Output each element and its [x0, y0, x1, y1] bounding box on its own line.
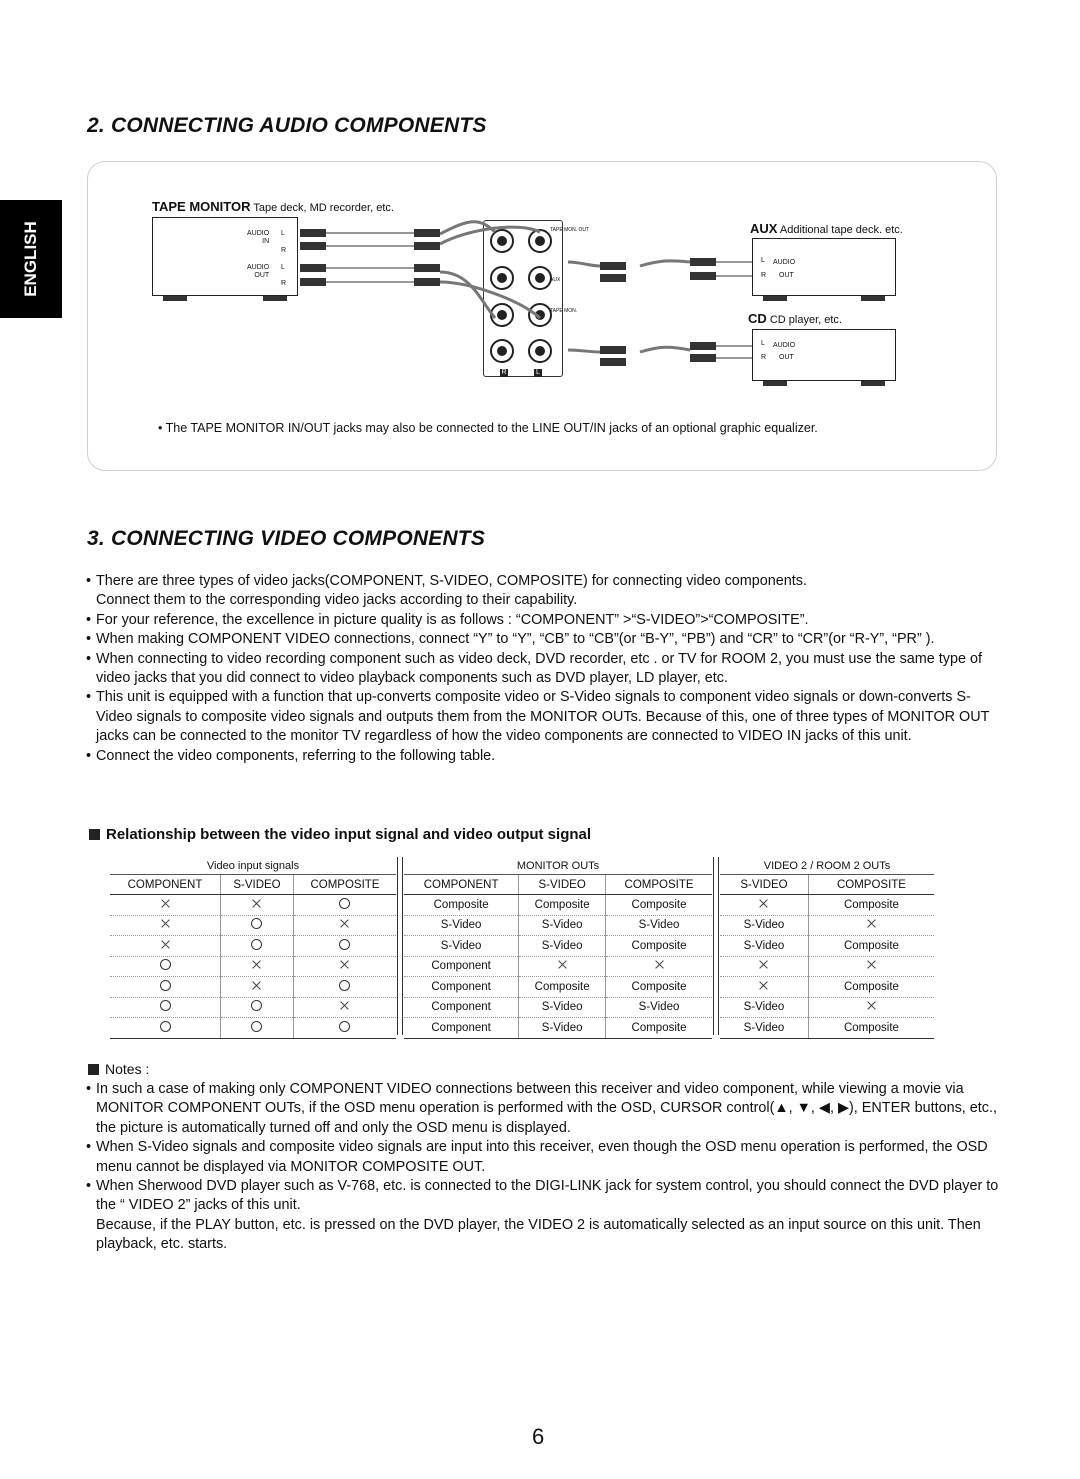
monitor-cell: Composite: [519, 895, 606, 916]
plug-16: [690, 354, 716, 362]
room-cell: [720, 956, 808, 977]
cross-mark-icon: [340, 1001, 349, 1010]
cable-tape-out-l: [440, 272, 495, 318]
table-row: [720, 936, 934, 957]
monitor-cell: Composite: [606, 895, 712, 916]
cross-mark-icon: [340, 919, 349, 928]
room-cell: Composite: [808, 936, 934, 957]
relationship-heading: Relationship between the video input signal and video output signal: [89, 826, 591, 843]
plug-11: [690, 258, 716, 266]
aux-label: AUX: [750, 221, 778, 236]
cross-mark-icon: [252, 981, 261, 990]
video-bullet-list: [86, 572, 1001, 766]
circle-mark-icon: [251, 1021, 262, 1032]
circle-mark-icon: [339, 898, 350, 909]
tape-monitor-label: TAPE MONITOR: [152, 199, 251, 214]
video-bullet: • When connecting to video recording component such as video deck, DVD recorder, etc . or TV for ROOM 2, you must use the same type of video jacks that you did connect to video playback components such as DVD player, LD player, etc.: [86, 650, 1001, 689]
table-row: [720, 895, 934, 916]
plug-1: [300, 229, 326, 237]
cross-mark-icon: [161, 940, 170, 949]
cross-mark-icon: [252, 899, 261, 908]
monitor-cell: S-Video: [519, 936, 606, 957]
table-row: [720, 1018, 934, 1039]
group-header-input: Video input signals: [110, 857, 396, 875]
panel-l-marker: L: [534, 369, 542, 377]
plug-15: [690, 342, 716, 350]
room-cell: S-Video: [720, 915, 808, 936]
monitor-cell: S-Video: [404, 915, 519, 936]
cd-r: R: [761, 354, 767, 361]
input-cell: [110, 997, 221, 1018]
video-bullet: • There are three types of video jacks(COMPONENT, S-VIDEO, COMPOSITE) for connecting video components. Connect them to the corresponding video jacks according to their capability.: [86, 572, 1001, 611]
plug-8: [414, 278, 440, 286]
video-bullet: • Connect the video components, referring to the following table.: [86, 747, 1001, 766]
tape-in-r: R: [281, 247, 287, 254]
video-bullet: • When making COMPONENT VIDEO connections, connect “Y” to “Y”, “CB” to “CB”(or “B-Y”, “PB”) and “CR” to “CR”(or “R-Y”, “PR” ).: [86, 630, 1001, 649]
cable-aux-2: [640, 261, 690, 266]
cd-desc: CD player, etc.: [769, 314, 842, 326]
room-cell: [720, 895, 808, 916]
room-cell: [808, 915, 934, 936]
table-row: [110, 936, 396, 957]
cd-out-label: OUT: [779, 354, 794, 361]
square-bullet-icon: [89, 829, 100, 840]
room-cell: S-Video: [720, 997, 808, 1018]
page-number: 6: [532, 1424, 545, 1449]
cross-mark-icon: [759, 981, 768, 990]
table-row: [720, 915, 934, 936]
table-row: [110, 895, 396, 916]
table-row: [720, 956, 934, 977]
cable-cd-1: [568, 350, 600, 352]
col-header: S-VIDEO: [519, 875, 606, 895]
input-cell: [110, 977, 221, 998]
language-tab-label: ENGLISH: [21, 221, 40, 297]
monitor-cell: Composite: [404, 895, 519, 916]
cross-mark-icon: [759, 960, 768, 969]
circle-mark-icon: [160, 980, 171, 991]
cross-mark-icon: [759, 899, 768, 908]
col-header: COMPOSITE: [808, 875, 934, 895]
plug-5: [414, 229, 440, 237]
monitor-cell: Component: [404, 977, 519, 998]
table-row: [404, 1018, 712, 1039]
room-cell: Composite: [808, 977, 934, 998]
plug-4: [300, 278, 326, 286]
table-row: [720, 977, 934, 998]
col-header: COMPONENT: [404, 875, 519, 895]
cross-mark-icon: [161, 919, 170, 928]
panel-label-tape-in: TAPE MON.: [550, 308, 578, 314]
input-cell: [221, 977, 294, 998]
monitor-cell: S-Video: [519, 1018, 606, 1039]
plug-3: [300, 264, 326, 272]
input-signal-table: [110, 857, 396, 1039]
cross-mark-icon: [655, 960, 664, 969]
input-cell: [293, 977, 396, 998]
video-bullet: • For your reference, the excellence in picture quality is as follows : “COMPONENT” >“S-VIDEO”>“COMPOSITE”.: [86, 611, 1001, 630]
note-item: • When S-Video signals and composite video signals are input into this receiver, even though the OSD menu operation is performed, the OSD menu cannot be displayed via MONITOR COMPOSITE OUT.: [86, 1138, 1001, 1177]
input-cell: [110, 936, 221, 957]
aux-out-label: OUT: [779, 272, 794, 279]
table-row: [110, 956, 396, 977]
plug-7: [414, 264, 440, 272]
plug-14: [600, 358, 626, 366]
circle-mark-icon: [339, 1021, 350, 1032]
table-row: [110, 997, 396, 1018]
cable-aux-1: [568, 262, 600, 266]
table-row: [110, 977, 396, 998]
tape-audio-out-label: AUDIO OUT: [247, 264, 270, 279]
group-header-monitor: MONITOR OUTs: [404, 857, 712, 875]
panel-label-tape-out: TAPE MON. OUT: [550, 227, 590, 233]
section-title-video: 3. CONNECTING VIDEO COMPONENTS: [87, 527, 486, 550]
tape-out-l: L: [281, 264, 285, 271]
diagram-note: • The TAPE MONITOR IN/OUT jacks may also be connected to the LINE OUT/IN jacks of an optional graphic equalizer.: [158, 421, 818, 435]
col-header: COMPOSITE: [293, 875, 396, 895]
col-header: COMPOSITE: [606, 875, 712, 895]
input-cell: [221, 915, 294, 936]
input-cell: [221, 997, 294, 1018]
aux-l: L: [761, 257, 765, 264]
tape-monitor-desc: Tape deck, MD recorder, etc.: [253, 202, 394, 214]
input-cell: [221, 936, 294, 957]
col-header: S-VIDEO: [720, 875, 808, 895]
cd-audio-label: AUDIO: [773, 342, 796, 349]
input-cell: [221, 956, 294, 977]
cross-mark-icon: [340, 960, 349, 969]
group-header-room: VIDEO 2 / ROOM 2 OUTs: [720, 857, 934, 875]
room-cell: S-Video: [720, 1018, 808, 1039]
cd-label: CD: [748, 311, 767, 326]
cable-cd-2: [640, 347, 690, 352]
circle-mark-icon: [160, 1021, 171, 1032]
monitor-out-table: [404, 857, 712, 1039]
panel-r-marker: R: [501, 369, 507, 376]
monitor-cell: S-Video: [606, 997, 712, 1018]
cable-tape-in-r: [440, 227, 540, 244]
cd-l: L: [761, 340, 765, 347]
note-item: • When Sherwood DVD player such as V-768, etc. is connected to the DIGI-LINK jack for system control, you should connect the DVD player to the “ VIDEO 2” jacks of this unit. Because, if the PLAY button, etc. is pressed on the DVD player, the VIDEO 2 is automatically selected as an input source on this unit. Then playback, etc. starts.: [86, 1177, 1001, 1255]
room-cell: [808, 956, 934, 977]
input-cell: [221, 1018, 294, 1039]
monitor-cell: S-Video: [519, 915, 606, 936]
room-cell: [720, 977, 808, 998]
notes-list: [86, 1080, 1001, 1255]
room-cell: Composite: [808, 895, 934, 916]
aux-r: R: [761, 272, 767, 279]
cross-mark-icon: [867, 960, 876, 969]
section-title-audio: 2. CONNECTING AUDIO COMPONENTS: [87, 114, 487, 137]
room-cell: Composite: [808, 1018, 934, 1039]
table-divider: [397, 857, 403, 1035]
input-cell: [293, 956, 396, 977]
cross-mark-icon: [558, 960, 567, 969]
plug-10: [600, 274, 626, 282]
table-row: [404, 956, 712, 977]
monitor-cell: Composite: [606, 936, 712, 957]
monitor-cell: S-Video: [606, 915, 712, 936]
circle-mark-icon: [160, 959, 171, 970]
input-cell: [110, 915, 221, 936]
video-bullet-subline: Connect them to the corresponding video jacks according to their capability.: [96, 592, 578, 609]
input-cell: [293, 915, 396, 936]
input-cell: [293, 997, 396, 1018]
circle-mark-icon: [160, 1000, 171, 1011]
cross-mark-icon: [867, 1001, 876, 1010]
monitor-cell: Composite: [519, 977, 606, 998]
input-cell: [110, 1018, 221, 1039]
monitor-cell: S-Video: [519, 997, 606, 1018]
monitor-cell: [519, 956, 606, 977]
notes-title: Notes :: [88, 1061, 149, 1077]
cross-mark-icon: [161, 899, 170, 908]
col-header: COMPONENT: [110, 875, 221, 895]
input-cell: [110, 895, 221, 916]
plug-12: [690, 272, 716, 280]
cross-mark-icon: [252, 960, 261, 969]
col-header: S-VIDEO: [221, 875, 294, 895]
table-row: [720, 997, 934, 1018]
plug-9: [600, 262, 626, 270]
aux-audio-label: AUDIO: [773, 259, 796, 266]
cross-mark-icon: [867, 919, 876, 928]
aux-desc: Additional tape deck. etc.: [779, 224, 903, 236]
monitor-cell: Composite: [606, 1018, 712, 1039]
table-row: [110, 915, 396, 936]
room-cell: [808, 997, 934, 1018]
input-cell: [221, 895, 294, 916]
input-cell: [293, 895, 396, 916]
panel-label-aux: AUX: [550, 277, 561, 283]
monitor-cell: Component: [404, 997, 519, 1018]
table-row: [404, 915, 712, 936]
tape-in-l: L: [281, 230, 285, 237]
table-divider: [713, 857, 719, 1035]
input-cell: [293, 936, 396, 957]
video-bullet: • This unit is equipped with a function that up-converts composite video or S-Video signals to component video signals or down-converts S-Video signals to composite video signals and outputs them from the MONITOR OUTs. Because of this, one of three types of MONITOR OUT jacks can be connected to the monitor TV regardless of how the video components are connected to VIDEO IN jacks of this unit.: [86, 688, 1001, 746]
note-item: • In such a case of making only COMPONENT VIDEO connections between this receiver and video component, while viewing a movie via MONITOR COMPONENT OUTs, if the OSD menu operation is performed with the OSD, CURSOR control(▲, ▼, ◀, ▶), ENTER buttons, etc., the picture is automatically turned off and only the OSD menu is displayed.: [86, 1080, 1001, 1138]
circle-mark-icon: [251, 1000, 262, 1011]
monitor-cell: Composite: [606, 977, 712, 998]
tape-out-r: R: [281, 280, 287, 287]
circle-mark-icon: [339, 939, 350, 950]
table-row: [404, 997, 712, 1018]
monitor-cell: S-Video: [404, 936, 519, 957]
plug-2: [300, 242, 326, 250]
input-cell: [293, 1018, 396, 1039]
room2-out-table: [720, 857, 934, 1039]
square-bullet-icon: [88, 1064, 99, 1075]
circle-mark-icon: [251, 918, 262, 929]
monitor-cell: Component: [404, 1018, 519, 1039]
table-row: [404, 977, 712, 998]
room-cell: S-Video: [720, 936, 808, 957]
plug-6: [414, 242, 440, 250]
plug-13: [600, 346, 626, 354]
input-cell: [110, 956, 221, 977]
note-extra: Because, if the PLAY button, etc. is pressed on the DVD player, the VIDEO 2 is automatically selected as an input source on this unit. Then playback, etc. starts.: [96, 1216, 981, 1253]
circle-mark-icon: [339, 980, 350, 991]
table-row: [404, 895, 712, 916]
table-row: [110, 1018, 396, 1039]
circle-mark-icon: [251, 939, 262, 950]
table-row: [404, 936, 712, 957]
monitor-cell: [606, 956, 712, 977]
tape-audio-in-label: AUDIO IN: [247, 230, 270, 245]
monitor-cell: Component: [404, 956, 519, 977]
cable-diagram: [0, 0, 1080, 480]
